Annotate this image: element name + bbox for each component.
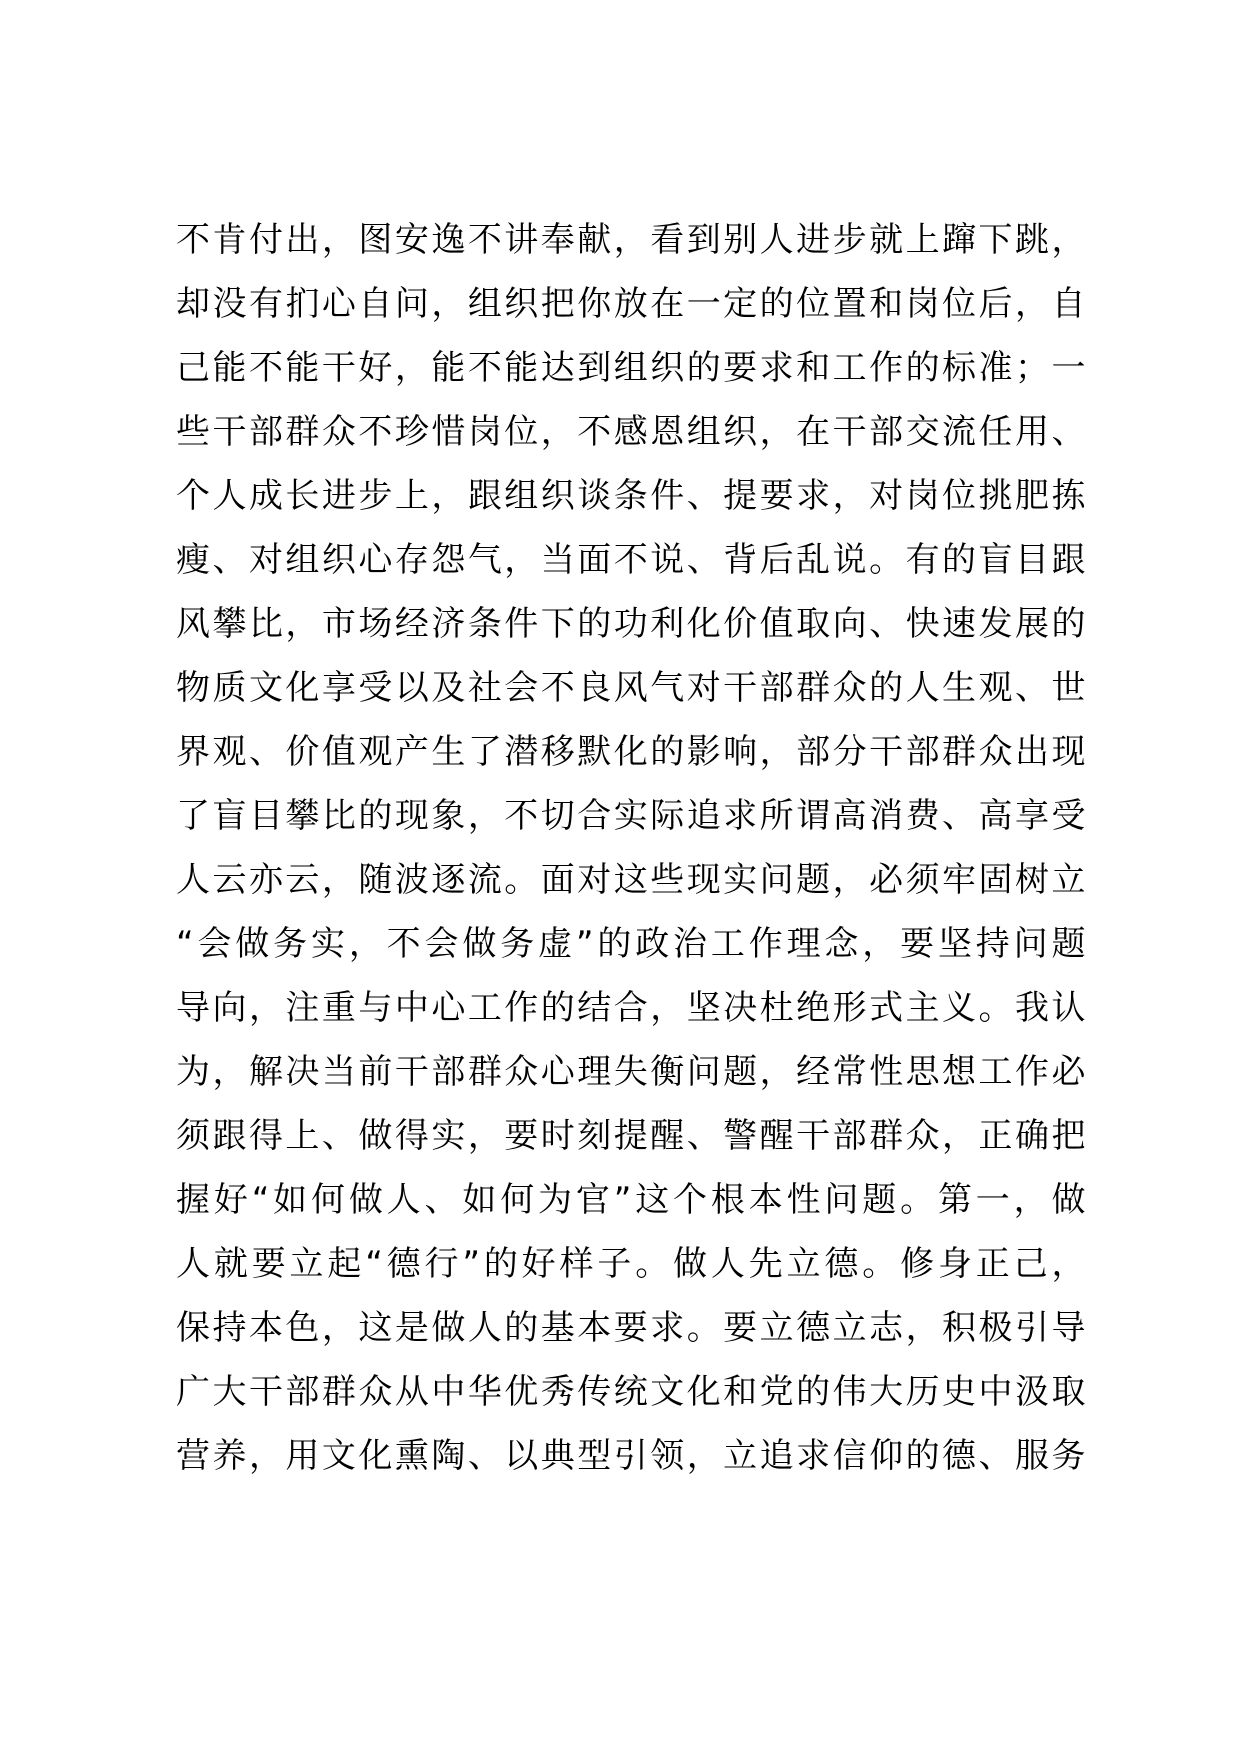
text-line: 己能不能干好，能不能达到组织的要求和工作的标准；一 xyxy=(176,348,1086,388)
text-line: 保持本色，这是做人的基本要求。要立德立志，积极引导 xyxy=(176,1308,1086,1348)
text-line: 个人成长进步上，跟组织谈条件、提要求，对岗位挑肥拣 xyxy=(176,476,1086,516)
text-line: 须跟得上、做得实，要时刻提醒、警醒干部群众，正确把 xyxy=(176,1116,1086,1156)
text-line: 物质文化享受以及社会不良风气对干部群众的人生观、世 xyxy=(176,668,1086,708)
text-line: 人就要立起“德行”的好样子。做人先立德。修身正己， xyxy=(176,1244,1086,1284)
text-line: 瘦、对组织心存怨气，当面不说、背后乱说。有的盲目跟 xyxy=(176,540,1086,580)
text-line: 营养，用文化熏陶、以典型引领，立追求信仰的德、服务 xyxy=(176,1436,1086,1476)
text-line: 为，解决当前干部群众心理失衡问题，经常性思想工作必 xyxy=(176,1052,1086,1092)
body-paragraph xyxy=(176,208,1086,1488)
text-line: 握好“如何做人、如何为官”这个根本性问题。第一，做 xyxy=(176,1180,1086,1220)
text-line: 界观、价值观产生了潜移默化的影响，部分干部群众出现 xyxy=(176,732,1086,772)
text-line: 广大干部群众从中华优秀传统文化和党的伟大历史中汲取 xyxy=(176,1372,1086,1412)
text-line: 风攀比，市场经济条件下的功利化价值取向、快速发展的 xyxy=(176,604,1086,644)
text-line: 导向，注重与中心工作的结合，坚决杜绝形式主义。我认 xyxy=(176,988,1086,1028)
text-line: “会做务实，不会做务虚”的政治工作理念，要坚持问题 xyxy=(176,924,1086,964)
text-line: 些干部群众不珍惜岗位，不感恩组织，在干部交流任用、 xyxy=(176,412,1086,452)
text-line: 人云亦云，随波逐流。面对这些现实问题，必须牢固树立 xyxy=(176,860,1086,900)
text-line: 不肯付出，图安逸不讲奉献，看到别人进步就上蹿下跳， xyxy=(176,220,1086,260)
text-line: 了盲目攀比的现象，不切合实际追求所谓高消费、高享受 xyxy=(176,796,1086,836)
text-line: 却没有扪心自问，组织把你放在一定的位置和岗位后，自 xyxy=(176,284,1086,324)
